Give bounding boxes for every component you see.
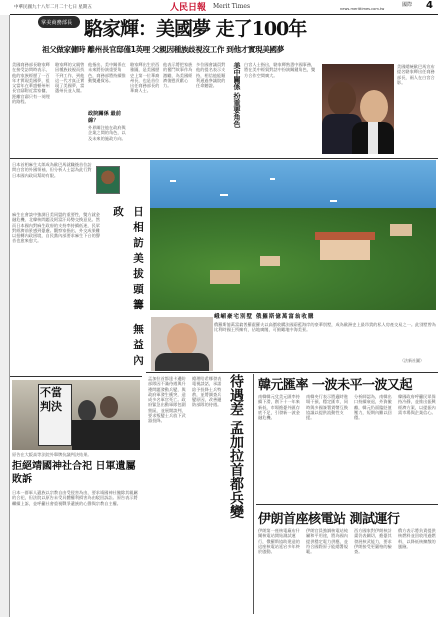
left-story-text-2: 麻生在會談中強調日美同盟的重要性，雙方就金融危機、北韓核問題及阿富汗局勢交換意見。然而日本國內對麻生政府的支持率持續低迷，民眾對經濟前景感到憂慮。觀察家指出，外交成果難以扭轉內政困境，自民黨內部要求麻生下台的聲音也愈來愈大。	[12, 212, 100, 244]
lead-body-col-3: 他指出，美中關係在未來將扮演重要角色，商務部將持續推動雙邊貿易。	[88, 62, 126, 83]
paper-name: 人民日報	[170, 3, 207, 13]
section-label: 國際	[402, 2, 413, 8]
paper-name-en: Merit Times	[213, 3, 251, 10]
iran-headline: 伊朗首座核電站 測試運行	[258, 512, 400, 527]
divider-mid	[146, 372, 438, 373]
mid-col-2: 總理哈希娜發表電視談話，承諾給予投降士兵特赦，並將調查兵變原因，改善邊防部隊的待遇。	[192, 376, 222, 408]
lead-body-col-7: 多位國會議員對他的提名表示支持，相信他能順利通過參議院的任命聽證。	[196, 62, 226, 89]
protest-caption: 原告在大阪高等法院外舉牌抗議判決結果。	[12, 452, 92, 457]
portrait-person-right	[360, 90, 388, 124]
won-col-1: 南韓韓元兌美元匯率持續下滑，創下十一年來新低，市場擔憂外匯存底不足，引發新一波金融危機。	[258, 394, 300, 421]
lead-body-col-1: 美國商務部長駱家輝在接受訪問時表示，他的家族經歷了一百年才實現美國夢，祖父當年在華盛頓州州長官邸附近當家傭，距離官邸只有一英哩的路程。	[12, 62, 50, 105]
mansion-caption-title: 峨嵋豪宅別墅 俄羅斯億萬富翁收購	[214, 314, 315, 320]
inset-portrait	[150, 316, 214, 372]
lead-badge-text: 掌美商務部長	[41, 20, 73, 26]
website: news.merittimes.com.tw	[340, 7, 385, 11]
iran-col-1: 伊朗第一座核電廠布什爾核電站開始測試運行，俄羅斯協助建造的這座核電站延宕多年終於啟動。	[258, 528, 300, 555]
left-story-text-1: 日本首相麻生太郎成為歐巴馬就職後首位訪問白宮的外國領袖，但分析人士認為此行對日本國內政局幫助有限。	[12, 162, 92, 178]
lead-sidebar-title: 美中關係 扮重要角色	[233, 62, 242, 128]
mansion-caption-body: 俄羅斯億萬富翁普羅霍羅夫以高價收購法國蔚藍海岸的豪華別墅，成為歐洲史上最昂貴的私人房產交易之一。此別墅曾為比利時國王所擁有，佔地廣闊，可俯瞰地中海美景。	[214, 322, 436, 333]
protest-sign-text: 不當判決	[40, 386, 62, 413]
lead-body-col-2: 駱家輝的父親曾因種族歧視而找不到工作，到他這一代才真正實現了美國夢，當選州長並入閣。	[55, 62, 85, 94]
tokyo-headline: 拒絕靖國神社合祀 日軍遺屬敗訴	[12, 461, 136, 485]
divider-right-col	[253, 374, 254, 614]
lead-body-col-6: 他表示將把家族的奮鬥故事作為激勵，為美國經濟復甦貢獻心力。	[163, 62, 193, 89]
portrait-person-left	[328, 82, 356, 116]
iran-col-3: 西方國家對伊朗核計畫仍表關切，擔憂其發展核武能力，要求伊朗接受更嚴格的檢查。	[354, 528, 392, 555]
issue-date: 中華民國九十八年二月二十七日 星期五	[14, 5, 92, 10]
iran-col-2: 伊朗官員強調核電站純屬和平用途，將為國內提供穩定電力供應，並符合國際原子能總署規範。	[306, 528, 348, 555]
lead-small-head: 政院關係 最前線？	[88, 111, 121, 124]
obama-thumb	[96, 166, 120, 194]
portrait-caption: 美國總統歐巴馬宣布提名駱家輝出任商務部長，兩人在白宮合影。	[397, 64, 435, 85]
lead-headline: 駱家輝：美國夢 走了100年	[84, 18, 307, 40]
won-col-2: 南韓央行表示將適時進場干預，穩定匯市，同時與多國簽署貨幣互換協議以提供流動性支援。	[306, 394, 348, 421]
villa-building	[320, 238, 370, 260]
lead-subhead: 祖父做家傭時 離州長官邸僅1英哩 父親因種族歧視沒工作 到他才實現美國夢	[42, 45, 284, 54]
protest-photo	[12, 380, 140, 450]
masthead	[10, 0, 438, 15]
divider-won-iran	[256, 504, 438, 505]
won-col-4: 韓國政府呼籲民眾保持冷靜，並推出振興經濟方案，以提振內需市場與企業信心。	[398, 394, 436, 415]
lead-body-col-5: 駱家輝出生於西雅圖，是美國歷史上第一位華裔州長，也是首位出任商務部長的華裔人士。	[130, 62, 160, 94]
tokyo-body: 日本一群軍人遺族以宗教自由受侵害為由，要求靖國神社撤除其親屬的合祀，但法院以原告未受具體權利損害為由駁回訴訟。原告表示將繼續上訴，並呼籲社會重視戰爭遺族的心聲與宗教自主權。	[12, 490, 138, 506]
vertical-story-1-headline: 日相訪美拔頭籌 無益內政	[112, 206, 144, 370]
iran-col-4: 俄方表示將負責提供核燃料並回收用過燃料，以降低核擴散的風險。	[398, 528, 436, 549]
page-number: 4	[426, 0, 433, 11]
divider-lead	[10, 158, 438, 159]
bangladesh-headline: 待遇差 孟加拉首都兵變	[228, 374, 244, 519]
mansion-photo	[150, 160, 436, 310]
left-edge-strip	[0, 15, 10, 617]
lead-portrait-photo	[322, 64, 394, 154]
divider-left-mid	[10, 376, 142, 377]
mid-col-1: 孟加拉首都達卡邊防部隊因不滿待遇與升遷問題發動兵變，與政府軍發生衝突，造成多名軍官死亡。政府緊急出動軍隊包圍營區，並展開談判，要求叛變士兵放下武器投降。	[148, 376, 186, 424]
mansion-caption-byline: （法新社圖）	[400, 358, 424, 363]
lead-sidebar-text: 白宮人士指出，駱家輝熟悉中國事務，將在美中經貿對話中扮演關鍵角色，雙方合作空間廣大。	[244, 62, 316, 78]
lead-body-col-4: 外界關注他在政府與企業之間的角色，以及未來的施政方向。	[88, 125, 126, 141]
won-headline: 韓元匯率 一波未平一波又起	[258, 378, 413, 393]
won-col-3: 分析師認為，南韓出口持續衰退，外資撤離，韓元仍面臨貶值壓力，短期內難以回穩。	[354, 394, 392, 421]
